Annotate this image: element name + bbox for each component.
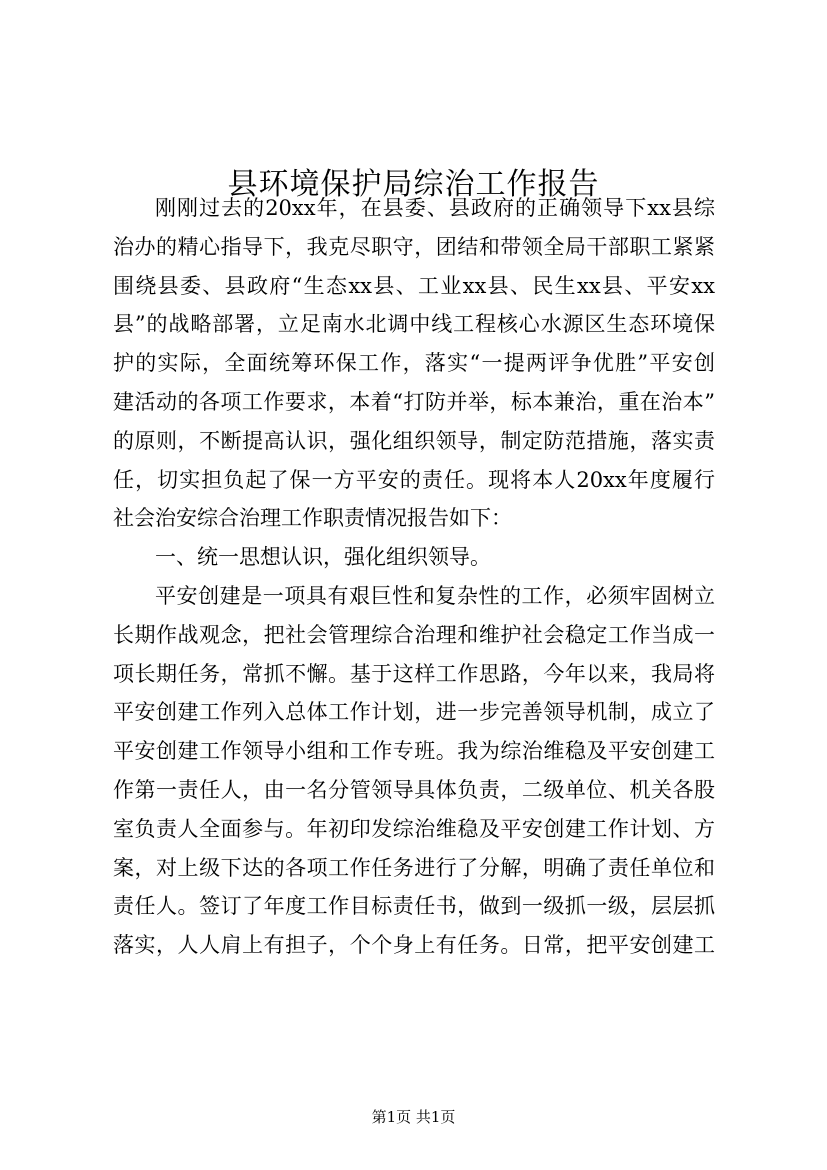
section-heading: 一、统一思想认识，强化组织领导。 [155,545,491,570]
body-line: 刚刚过去的20xx年，在县委、县政府的正确领导下xx县综 [155,196,715,220]
body-line: 护的实际，全面统筹环保工作，落实“一提两评争优胜”平安创 [113,351,715,376]
body-line: 任，切实担负起了保一方平安的责任。现将本人20xx年度履行 [113,467,715,492]
body-line: 平安创建工作列入总体工作计划，进一步完善领导机制，成立了 [113,700,715,725]
page-footer: 第1页 共1页 [371,1108,456,1126]
body-line: 项长期任务，常抓不懈。基于这样工作思路，今年以来，我局将 [113,661,715,686]
body-line: 落实，人人肩上有担子，个个身上有任务。日常，把平安创建工 [113,933,715,958]
body-line: 室负责人全面参与。年初印发综治维稳及平安创建工作计划、方 [113,816,715,841]
body-line: 县”的战略部署，立足南水北调中线工程核心水源区生态环境保 [113,312,715,337]
body-line: 案，对上级下达的各项工作任务进行了分解，明确了责任单位和 [113,855,715,880]
body-line: 治办的精心指导下，我克尽职守，团结和带领全局干部职工紧紧 [113,234,715,259]
body-line: 作第一责任人，由一名分管领导具体负责，二级单位、机关各股 [113,777,715,802]
document-title: 县环境保护局综治工作报告 [227,167,600,203]
body-line: 围绕县委、县政府“生态xx县、工业xx县、民生xx县、平安xx [113,273,715,298]
body-line: 建活动的各项工作要求，本着“打防并举，标本兼治，重在治本” [113,389,715,414]
body-line: 社会治安综合治理工作职责情况报告如下： [113,506,512,531]
document-body [113,189,715,965]
body-line: 平安创建是一项具有艰巨性和复杂性的工作，必须牢固树立 [155,583,715,608]
body-line: 长期作战观念，把社会管理综合治理和维护社会稳定工作当成一 [113,622,715,647]
body-line: 平安创建工作领导小组和工作专班。我为综治维稳及平安创建工 [113,739,715,764]
body-line: 责任人。签订了年度工作目标责任书，做到一级抓一级，层层抓 [113,894,715,919]
body-line: 的原则，不断提高认识，强化组织领导，制定防范措施，落实责 [113,428,715,453]
